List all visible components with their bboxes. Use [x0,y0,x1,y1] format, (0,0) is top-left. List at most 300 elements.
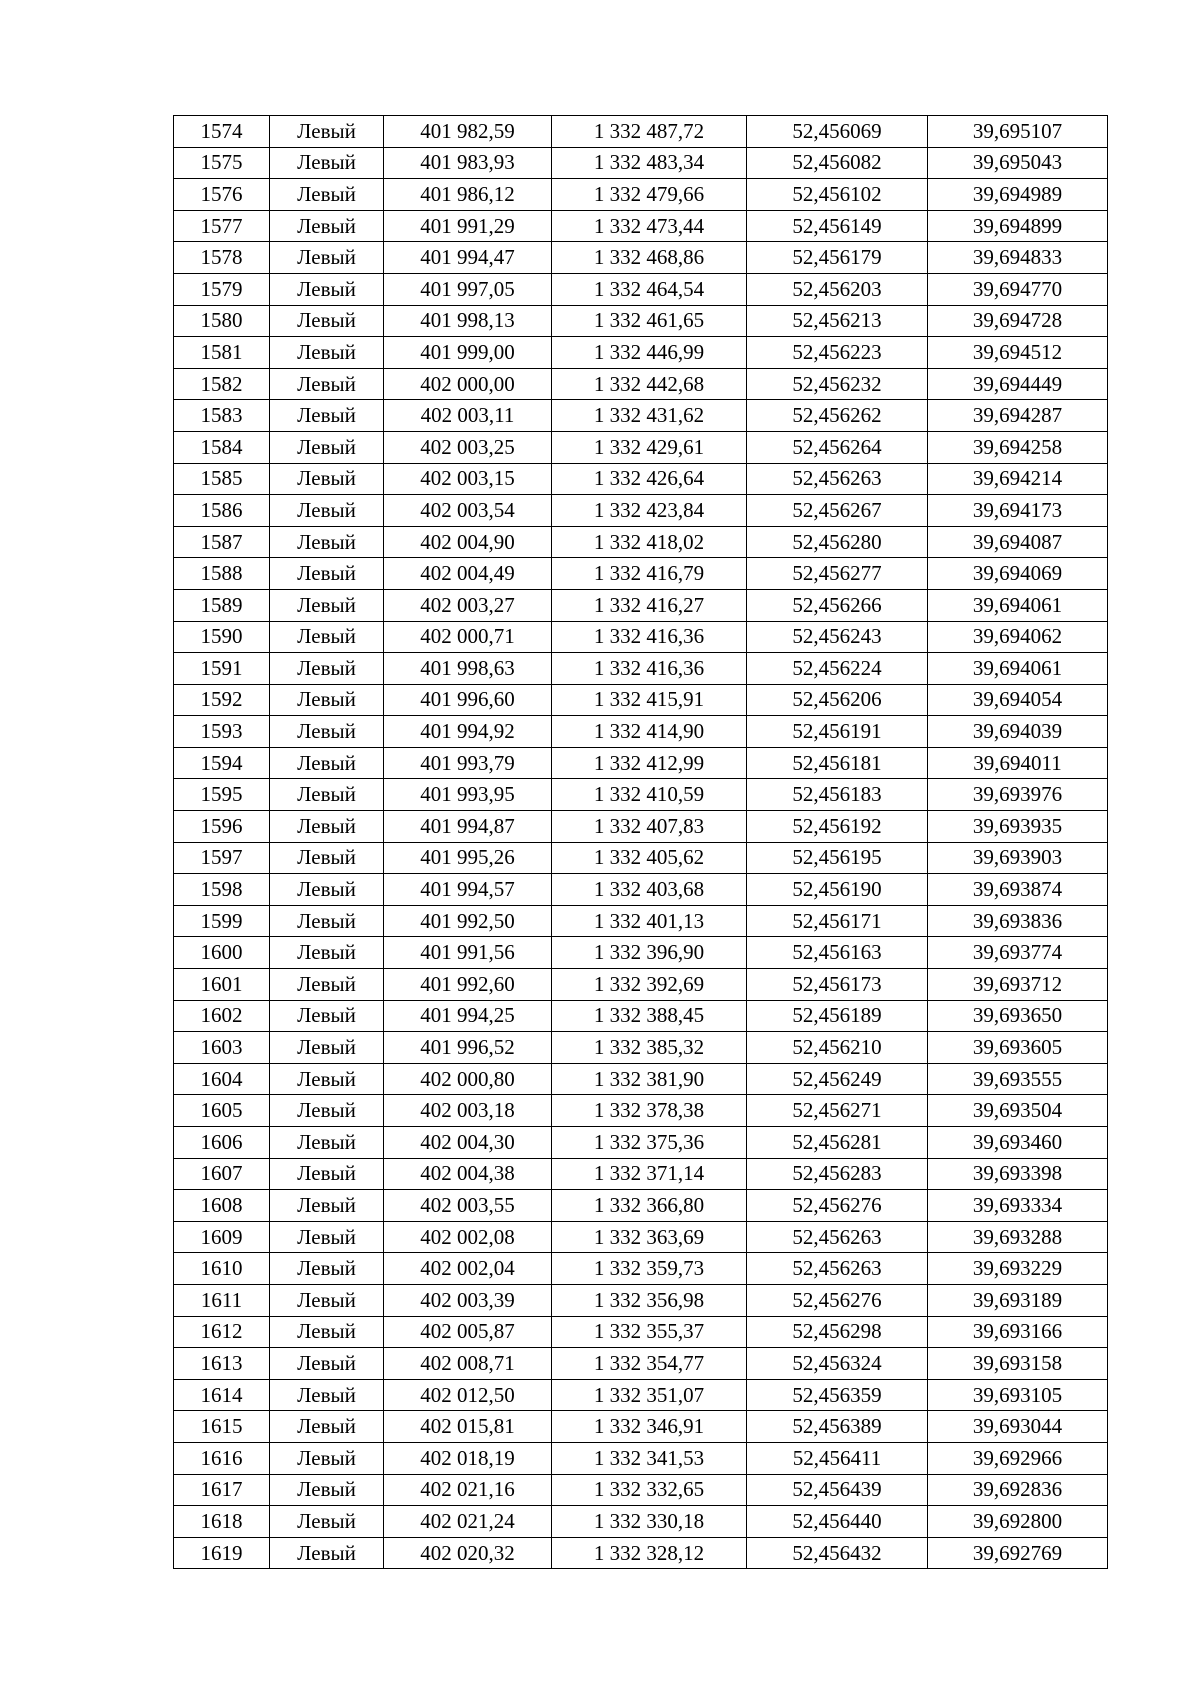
table-row [174,1063,1108,1095]
y-coordinate-cell: 1 332 403,68 [552,874,747,906]
x-coordinate-cell: 402 008,71 [384,1348,552,1380]
table-row [174,716,1108,748]
longitude-cell: 39,693774 [928,937,1108,969]
y-coordinate-cell: 1 332 385,32 [552,1032,747,1064]
table-row [174,1506,1108,1538]
point-number-cell: 1579 [174,273,270,305]
table-row [174,811,1108,843]
side-cell: Левый [270,1000,384,1032]
latitude-cell: 52,456179 [747,242,928,274]
side-cell: Левый [270,589,384,621]
longitude-cell: 39,694512 [928,337,1108,369]
side-cell: Левый [270,1063,384,1095]
latitude-cell: 52,456439 [747,1474,928,1506]
y-coordinate-cell: 1 332 483,34 [552,147,747,179]
side-cell: Левый [270,147,384,179]
y-coordinate-cell: 1 332 423,84 [552,495,747,527]
y-coordinate-cell: 1 332 468,86 [552,242,747,274]
point-number-cell: 1615 [174,1411,270,1443]
longitude-cell: 39,692769 [928,1537,1108,1569]
side-cell: Левый [270,558,384,590]
x-coordinate-cell: 402 003,11 [384,400,552,432]
point-number-cell: 1586 [174,495,270,527]
latitude-cell: 52,456263 [747,1253,928,1285]
longitude-cell: 39,693903 [928,842,1108,874]
table-row [174,589,1108,621]
y-coordinate-cell: 1 332 446,99 [552,337,747,369]
x-coordinate-cell: 401 994,92 [384,716,552,748]
side-cell: Левый [270,1158,384,1190]
table-row [174,273,1108,305]
y-coordinate-cell: 1 332 410,59 [552,779,747,811]
y-coordinate-cell: 1 332 401,13 [552,905,747,937]
table-row [174,621,1108,653]
table-row [174,179,1108,211]
point-number-cell: 1592 [174,684,270,716]
point-number-cell: 1597 [174,842,270,874]
latitude-cell: 52,456243 [747,621,928,653]
longitude-cell: 39,694728 [928,305,1108,337]
table-row [174,1316,1108,1348]
table-row [174,969,1108,1001]
y-coordinate-cell: 1 332 407,83 [552,811,747,843]
side-cell: Левый [270,337,384,369]
side-cell: Левый [270,305,384,337]
y-coordinate-cell: 1 332 416,79 [552,558,747,590]
point-number-cell: 1588 [174,558,270,590]
table-row [174,747,1108,779]
table-row [174,463,1108,495]
latitude-cell: 52,456183 [747,779,928,811]
y-coordinate-cell: 1 332 426,64 [552,463,747,495]
x-coordinate-cell: 401 998,63 [384,653,552,685]
y-coordinate-cell: 1 332 473,44 [552,210,747,242]
latitude-cell: 52,456224 [747,653,928,685]
side-cell: Левый [270,273,384,305]
y-coordinate-cell: 1 332 461,65 [552,305,747,337]
y-coordinate-cell: 1 332 464,54 [552,273,747,305]
latitude-cell: 52,456389 [747,1411,928,1443]
x-coordinate-cell: 401 996,60 [384,684,552,716]
longitude-cell: 39,695107 [928,116,1108,148]
table-row [174,368,1108,400]
point-number-cell: 1609 [174,1221,270,1253]
side-cell: Левый [270,905,384,937]
longitude-cell: 39,694039 [928,716,1108,748]
latitude-cell: 52,456189 [747,1000,928,1032]
x-coordinate-cell: 401 994,47 [384,242,552,274]
point-number-cell: 1595 [174,779,270,811]
x-coordinate-cell: 401 986,12 [384,179,552,211]
latitude-cell: 52,456190 [747,874,928,906]
y-coordinate-cell: 1 332 414,90 [552,716,747,748]
table-row [174,337,1108,369]
point-number-cell: 1575 [174,147,270,179]
table-row [174,874,1108,906]
y-coordinate-cell: 1 332 416,36 [552,653,747,685]
latitude-cell: 52,456171 [747,905,928,937]
side-cell: Левый [270,969,384,1001]
latitude-cell: 52,456263 [747,463,928,495]
latitude-cell: 52,456191 [747,716,928,748]
point-number-cell: 1604 [174,1063,270,1095]
side-cell: Левый [270,1127,384,1159]
point-number-cell: 1603 [174,1032,270,1064]
longitude-cell: 39,694011 [928,747,1108,779]
latitude-cell: 52,456411 [747,1442,928,1474]
x-coordinate-cell: 401 997,05 [384,273,552,305]
longitude-cell: 39,692966 [928,1442,1108,1474]
longitude-cell: 39,693504 [928,1095,1108,1127]
table-row [174,305,1108,337]
x-coordinate-cell: 402 005,87 [384,1316,552,1348]
point-number-cell: 1617 [174,1474,270,1506]
latitude-cell: 52,456149 [747,210,928,242]
x-coordinate-cell: 401 992,60 [384,969,552,1001]
y-coordinate-cell: 1 332 396,90 [552,937,747,969]
longitude-cell: 39,693976 [928,779,1108,811]
latitude-cell: 52,456203 [747,273,928,305]
table-row [174,400,1108,432]
coordinates-table-body [174,116,1108,1569]
side-cell: Левый [270,1032,384,1064]
y-coordinate-cell: 1 332 442,68 [552,368,747,400]
point-number-cell: 1607 [174,1158,270,1190]
y-coordinate-cell: 1 332 412,99 [552,747,747,779]
side-cell: Левый [270,495,384,527]
y-coordinate-cell: 1 332 418,02 [552,526,747,558]
latitude-cell: 52,456195 [747,842,928,874]
latitude-cell: 52,456069 [747,116,928,148]
table-row [174,1537,1108,1569]
x-coordinate-cell: 401 999,00 [384,337,552,369]
latitude-cell: 52,456276 [747,1284,928,1316]
table-row [174,1000,1108,1032]
point-number-cell: 1605 [174,1095,270,1127]
side-cell: Левый [270,1284,384,1316]
x-coordinate-cell: 402 003,25 [384,431,552,463]
point-number-cell: 1610 [174,1253,270,1285]
longitude-cell: 39,692836 [928,1474,1108,1506]
x-coordinate-cell: 401 983,93 [384,147,552,179]
table-row [174,1032,1108,1064]
y-coordinate-cell: 1 332 328,12 [552,1537,747,1569]
table-row [174,558,1108,590]
latitude-cell: 52,456192 [747,811,928,843]
table-row [174,1127,1108,1159]
table-row [174,1221,1108,1253]
latitude-cell: 52,456213 [747,305,928,337]
side-cell: Левый [270,526,384,558]
latitude-cell: 52,456206 [747,684,928,716]
side-cell: Левый [270,621,384,653]
longitude-cell: 39,693874 [928,874,1108,906]
y-coordinate-cell: 1 332 479,66 [552,179,747,211]
longitude-cell: 39,693605 [928,1032,1108,1064]
y-coordinate-cell: 1 332 388,45 [552,1000,747,1032]
table-row [174,1253,1108,1285]
side-cell: Левый [270,779,384,811]
longitude-cell: 39,693166 [928,1316,1108,1348]
point-number-cell: 1577 [174,210,270,242]
point-number-cell: 1578 [174,242,270,274]
longitude-cell: 39,693158 [928,1348,1108,1380]
longitude-cell: 39,694989 [928,179,1108,211]
y-coordinate-cell: 1 332 371,14 [552,1158,747,1190]
x-coordinate-cell: 401 994,25 [384,1000,552,1032]
point-number-cell: 1594 [174,747,270,779]
point-number-cell: 1596 [174,811,270,843]
point-number-cell: 1591 [174,653,270,685]
table-row [174,1474,1108,1506]
point-number-cell: 1613 [174,1348,270,1380]
x-coordinate-cell: 401 982,59 [384,116,552,148]
longitude-cell: 39,693712 [928,969,1108,1001]
point-number-cell: 1598 [174,874,270,906]
table-row [174,1379,1108,1411]
longitude-cell: 39,694069 [928,558,1108,590]
x-coordinate-cell: 402 004,90 [384,526,552,558]
x-coordinate-cell: 401 996,52 [384,1032,552,1064]
table-row [174,1284,1108,1316]
longitude-cell: 39,693044 [928,1411,1108,1443]
x-coordinate-cell: 401 993,79 [384,747,552,779]
y-coordinate-cell: 1 332 341,53 [552,1442,747,1474]
point-number-cell: 1585 [174,463,270,495]
y-coordinate-cell: 1 332 429,61 [552,431,747,463]
x-coordinate-cell: 402 003,15 [384,463,552,495]
point-number-cell: 1581 [174,337,270,369]
side-cell: Левый [270,179,384,211]
x-coordinate-cell: 402 003,27 [384,589,552,621]
side-cell: Левый [270,431,384,463]
latitude-cell: 52,456280 [747,526,928,558]
table-row [174,937,1108,969]
side-cell: Левый [270,842,384,874]
side-cell: Левый [270,747,384,779]
longitude-cell: 39,694061 [928,653,1108,685]
y-coordinate-cell: 1 332 405,62 [552,842,747,874]
coordinates-table [173,115,1108,1569]
longitude-cell: 39,694087 [928,526,1108,558]
latitude-cell: 52,456276 [747,1190,928,1222]
point-number-cell: 1612 [174,1316,270,1348]
latitude-cell: 52,456266 [747,589,928,621]
side-cell: Левый [270,937,384,969]
table-row [174,1442,1108,1474]
latitude-cell: 52,456281 [747,1127,928,1159]
latitude-cell: 52,456277 [747,558,928,590]
x-coordinate-cell: 402 002,08 [384,1221,552,1253]
latitude-cell: 52,456271 [747,1095,928,1127]
table-row [174,526,1108,558]
y-coordinate-cell: 1 332 416,27 [552,589,747,621]
table-row [174,1190,1108,1222]
point-number-cell: 1616 [174,1442,270,1474]
side-cell: Левый [270,1190,384,1222]
side-cell: Левый [270,1379,384,1411]
y-coordinate-cell: 1 332 416,36 [552,621,747,653]
table-row [174,242,1108,274]
longitude-cell: 39,692800 [928,1506,1108,1538]
y-coordinate-cell: 1 332 330,18 [552,1506,747,1538]
longitude-cell: 39,694833 [928,242,1108,274]
x-coordinate-cell: 402 020,32 [384,1537,552,1569]
longitude-cell: 39,694061 [928,589,1108,621]
longitude-cell: 39,694054 [928,684,1108,716]
y-coordinate-cell: 1 332 378,38 [552,1095,747,1127]
point-number-cell: 1602 [174,1000,270,1032]
x-coordinate-cell: 401 992,50 [384,905,552,937]
side-cell: Левый [270,463,384,495]
point-number-cell: 1590 [174,621,270,653]
longitude-cell: 39,694173 [928,495,1108,527]
latitude-cell: 52,456102 [747,179,928,211]
x-coordinate-cell: 402 000,00 [384,368,552,400]
latitude-cell: 52,456440 [747,1506,928,1538]
point-number-cell: 1599 [174,905,270,937]
y-coordinate-cell: 1 332 359,73 [552,1253,747,1285]
y-coordinate-cell: 1 332 431,62 [552,400,747,432]
longitude-cell: 39,694258 [928,431,1108,463]
point-number-cell: 1580 [174,305,270,337]
x-coordinate-cell: 402 003,39 [384,1284,552,1316]
point-number-cell: 1618 [174,1506,270,1538]
latitude-cell: 52,456223 [747,337,928,369]
side-cell: Левый [270,1506,384,1538]
x-coordinate-cell: 402 015,81 [384,1411,552,1443]
x-coordinate-cell: 402 004,30 [384,1127,552,1159]
table-row [174,210,1108,242]
point-number-cell: 1587 [174,526,270,558]
table-row [174,684,1108,716]
x-coordinate-cell: 402 012,50 [384,1379,552,1411]
latitude-cell: 52,456262 [747,400,928,432]
y-coordinate-cell: 1 332 356,98 [552,1284,747,1316]
longitude-cell: 39,693189 [928,1284,1108,1316]
side-cell: Левый [270,1221,384,1253]
table-row [174,1348,1108,1380]
side-cell: Левый [270,874,384,906]
point-number-cell: 1589 [174,589,270,621]
point-number-cell: 1576 [174,179,270,211]
side-cell: Левый [270,684,384,716]
x-coordinate-cell: 401 993,95 [384,779,552,811]
side-cell: Левый [270,811,384,843]
x-coordinate-cell: 401 991,56 [384,937,552,969]
x-coordinate-cell: 401 991,29 [384,210,552,242]
longitude-cell: 39,694449 [928,368,1108,400]
latitude-cell: 52,456298 [747,1316,928,1348]
side-cell: Левый [270,716,384,748]
point-number-cell: 1600 [174,937,270,969]
y-coordinate-cell: 1 332 381,90 [552,1063,747,1095]
latitude-cell: 52,456173 [747,969,928,1001]
x-coordinate-cell: 402 002,04 [384,1253,552,1285]
longitude-cell: 39,694062 [928,621,1108,653]
latitude-cell: 52,456232 [747,368,928,400]
latitude-cell: 52,456264 [747,431,928,463]
table-row [174,1411,1108,1443]
point-number-cell: 1583 [174,400,270,432]
y-coordinate-cell: 1 332 363,69 [552,1221,747,1253]
latitude-cell: 52,456432 [747,1537,928,1569]
x-coordinate-cell: 402 018,19 [384,1442,552,1474]
x-coordinate-cell: 402 003,54 [384,495,552,527]
side-cell: Левый [270,1316,384,1348]
y-coordinate-cell: 1 332 487,72 [552,116,747,148]
longitude-cell: 39,693229 [928,1253,1108,1285]
point-number-cell: 1601 [174,969,270,1001]
longitude-cell: 39,693334 [928,1190,1108,1222]
table-row [174,779,1108,811]
x-coordinate-cell: 402 021,24 [384,1506,552,1538]
table-row [174,905,1108,937]
longitude-cell: 39,693398 [928,1158,1108,1190]
x-coordinate-cell: 402 000,71 [384,621,552,653]
latitude-cell: 52,456181 [747,747,928,779]
y-coordinate-cell: 1 332 392,69 [552,969,747,1001]
x-coordinate-cell: 402 004,49 [384,558,552,590]
side-cell: Левый [270,1442,384,1474]
latitude-cell: 52,456263 [747,1221,928,1253]
y-coordinate-cell: 1 332 355,37 [552,1316,747,1348]
latitude-cell: 52,456082 [747,147,928,179]
longitude-cell: 39,694214 [928,463,1108,495]
side-cell: Левый [270,1537,384,1569]
x-coordinate-cell: 402 003,18 [384,1095,552,1127]
point-number-cell: 1606 [174,1127,270,1159]
x-coordinate-cell: 402 021,16 [384,1474,552,1506]
side-cell: Левый [270,242,384,274]
table-row [174,431,1108,463]
x-coordinate-cell: 402 004,38 [384,1158,552,1190]
table-row [174,116,1108,148]
table-row [174,653,1108,685]
x-coordinate-cell: 401 994,57 [384,874,552,906]
side-cell: Левый [270,400,384,432]
longitude-cell: 39,693288 [928,1221,1108,1253]
side-cell: Левый [270,368,384,400]
side-cell: Левый [270,210,384,242]
x-coordinate-cell: 402 003,55 [384,1190,552,1222]
latitude-cell: 52,456249 [747,1063,928,1095]
y-coordinate-cell: 1 332 332,65 [552,1474,747,1506]
point-number-cell: 1593 [174,716,270,748]
y-coordinate-cell: 1 332 346,91 [552,1411,747,1443]
latitude-cell: 52,456163 [747,937,928,969]
longitude-cell: 39,693460 [928,1127,1108,1159]
latitude-cell: 52,456283 [747,1158,928,1190]
longitude-cell: 39,693836 [928,905,1108,937]
y-coordinate-cell: 1 332 354,77 [552,1348,747,1380]
table-row [174,1095,1108,1127]
point-number-cell: 1574 [174,116,270,148]
y-coordinate-cell: 1 332 366,80 [552,1190,747,1222]
longitude-cell: 39,695043 [928,147,1108,179]
side-cell: Левый [270,1474,384,1506]
longitude-cell: 39,693555 [928,1063,1108,1095]
longitude-cell: 39,694770 [928,273,1108,305]
longitude-cell: 39,693105 [928,1379,1108,1411]
point-number-cell: 1611 [174,1284,270,1316]
table-row [174,495,1108,527]
point-number-cell: 1619 [174,1537,270,1569]
y-coordinate-cell: 1 332 375,36 [552,1127,747,1159]
side-cell: Левый [270,116,384,148]
x-coordinate-cell: 401 998,13 [384,305,552,337]
latitude-cell: 52,456210 [747,1032,928,1064]
